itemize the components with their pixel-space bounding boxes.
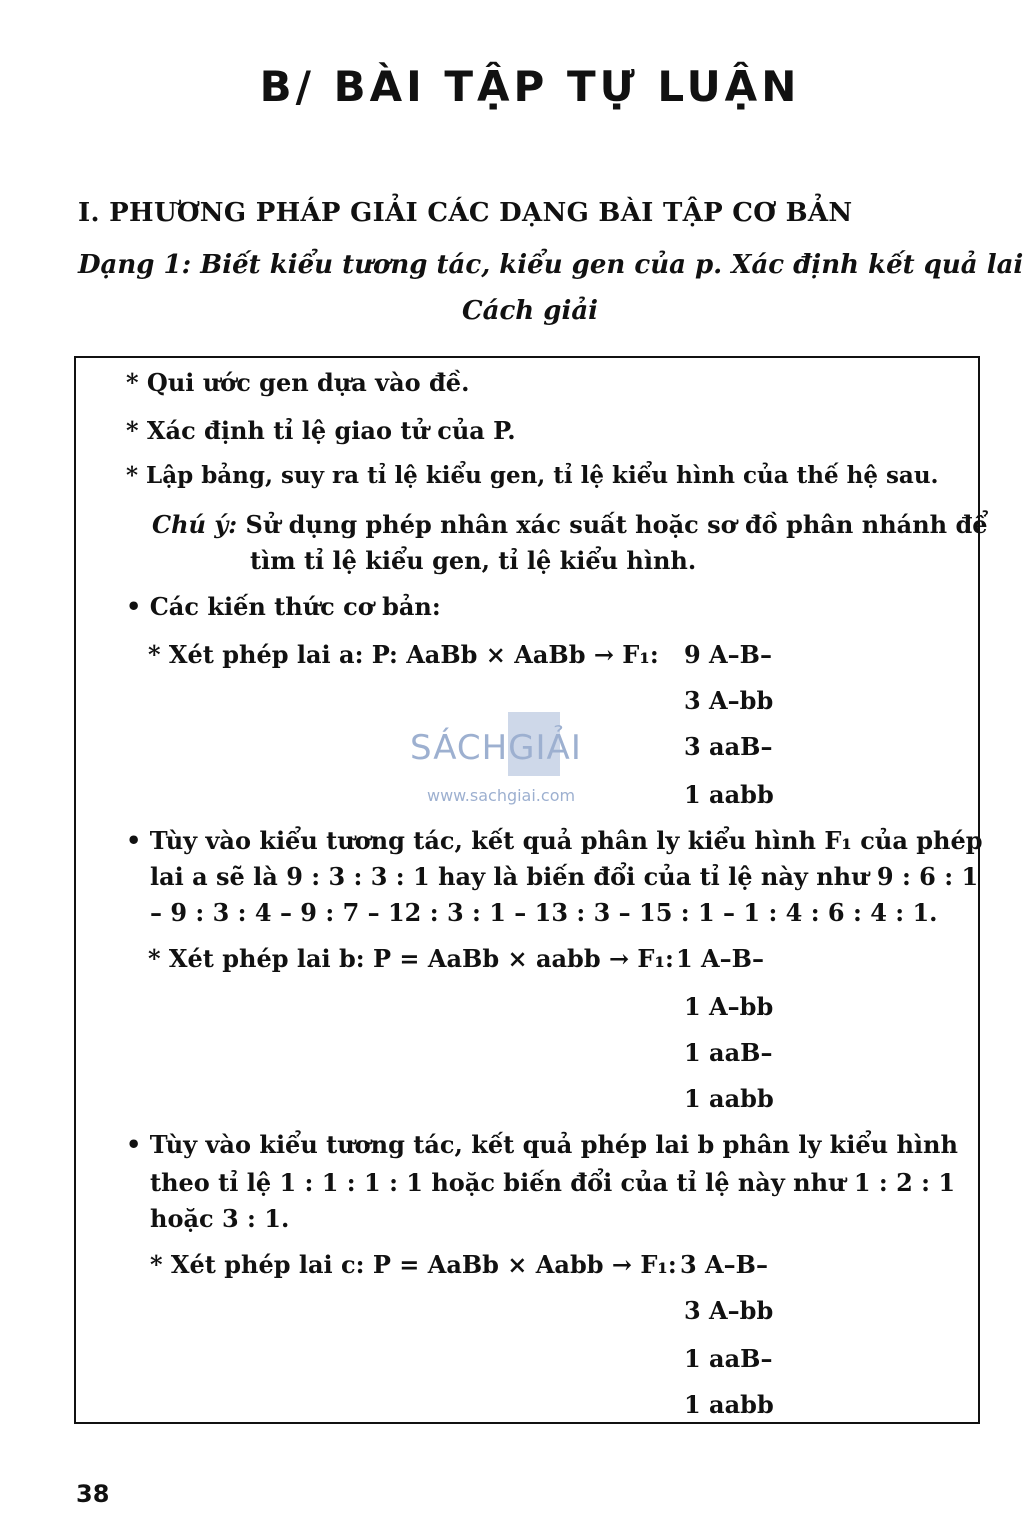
- cross-a-result: 1 aabb: [684, 780, 774, 809]
- cross-a-result: 3 A–bb: [684, 686, 774, 715]
- note-text-1: Sử dụng phép nhân xác suất hoặc sơ đồ phân nhánh để: [245, 510, 988, 539]
- cross-b-label: * Xét phép lai b: P = AaBb × aabb → F₁:: [148, 944, 674, 973]
- para-b-line: hoặc 3 : 1.: [150, 1204, 290, 1233]
- cach-giai-heading: Cách giải: [461, 296, 599, 326]
- page-title: B/ BÀI TẬP TỰ LUẬN: [259, 62, 801, 111]
- cross-a-result: 9 A–B–: [684, 640, 772, 669]
- note-label: Chú ý:: [152, 510, 238, 539]
- basics-heading: • Các kiến thức cơ bản:: [126, 592, 441, 621]
- para-a-line: lai a sẽ là 9 : 3 : 3 : 1 hay là biến đổi của tỉ lệ này như 9 : 6 : 1: [150, 862, 979, 891]
- step-2: * Xác định tỉ lệ giao tử của P.: [126, 416, 516, 445]
- watermark: [410, 708, 620, 803]
- para-b-line: • Tùy vào kiểu tương tác, kết quả phép lai b phân ly kiểu hình: [126, 1130, 958, 1159]
- cross-b-result: 1 aabb: [684, 1084, 774, 1113]
- watermark-text: SÁCHGIẢI: [410, 728, 582, 768]
- para-a-line: • Tùy vào kiểu tương tác, kết quả phân ly kiểu hình F₁ của phép: [126, 826, 983, 855]
- cross-c-result: 1 aabb: [684, 1390, 774, 1419]
- watermark-url: www.sachgiai.com: [427, 786, 576, 805]
- cross-a-result: 3 aaB–: [684, 732, 773, 761]
- cross-c-label: * Xét phép lai c: P = AaBb × Aabb → F₁:: [150, 1250, 677, 1279]
- page-number: 38: [76, 1480, 110, 1508]
- cross-a-label: * Xét phép lai a: P: AaBb × AaBb → F₁:: [148, 640, 659, 669]
- cross-c-result: 3 A–B–: [680, 1250, 768, 1279]
- para-a-line: – 9 : 3 : 4 – 9 : 7 – 12 : 3 : 1 – 13 : 3 – 15 : 1 – 1 : 4 : 6 : 4 : 1.: [150, 898, 938, 927]
- step-3: * Lập bảng, suy ra tỉ lệ kiểu gen, tỉ lệ kiểu hình của thế hệ sau.: [126, 462, 939, 489]
- section-heading: I. PHƯƠNG PHÁP GIẢI CÁC DẠNG BÀI TẬP CƠ BẢN: [78, 198, 853, 228]
- cross-b-result: 1 aaB–: [684, 1038, 773, 1067]
- cross-b-result: 1 A–bb: [684, 992, 774, 1021]
- cross-c-result: 3 A–bb: [684, 1296, 774, 1325]
- dang-1-heading: Dạng 1: Biết kiểu tương tác, kiểu gen của p. Xác định kết quả lai: [78, 250, 1024, 280]
- note-line-2: tìm tỉ lệ kiểu gen, tỉ lệ kiểu hình.: [250, 546, 697, 575]
- note-line-1: [152, 510, 988, 539]
- para-b-line: theo tỉ lệ 1 : 1 : 1 : 1 hoặc biến đổi của tỉ lệ này như 1 : 2 : 1: [150, 1168, 956, 1197]
- step-1: * Qui ước gen dựa vào đề.: [126, 368, 470, 397]
- cross-b-result: 1 A–B–: [676, 944, 764, 973]
- cross-c-result: 1 aaB–: [684, 1344, 773, 1373]
